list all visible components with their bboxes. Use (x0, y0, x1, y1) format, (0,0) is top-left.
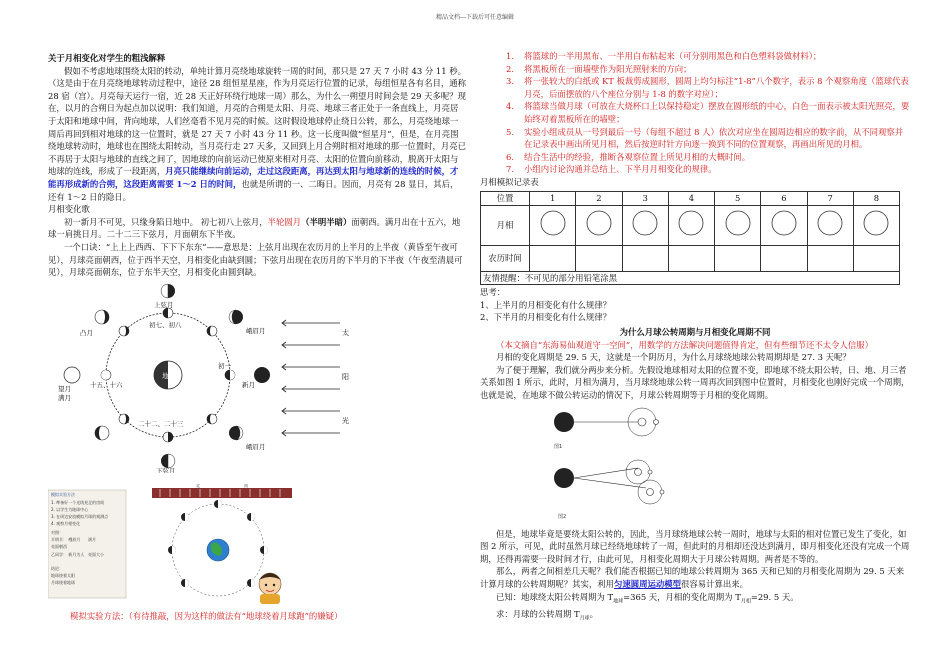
date-cell-8[interactable] (853, 245, 899, 271)
orbit-moon-8 (119, 326, 129, 336)
fig2-moon-b (660, 490, 664, 494)
fig2-caption: 图2 (558, 514, 567, 521)
explanation-part-b: 也就是所谓的一、二晦日。因而，月亮有 28 显日，其后，还有 1～2 日的隐日。 (48, 178, 459, 202)
step-2: 2. 将黑板所在一面墙壁作为阳光照射来的方向； (506, 63, 692, 74)
cartoon-child (259, 573, 281, 604)
bar-label-north: 北 (196, 484, 200, 488)
uniform-circular-motion-link[interactable]: 匀速圆周运动模型 (614, 579, 681, 590)
label-new-moon: 新月 (242, 380, 255, 389)
box-title: 模拟实验方法 (51, 492, 75, 497)
orbit-moon-4 (207, 414, 217, 424)
box-line-5: 对照： (51, 530, 63, 535)
view-waxing-gibbous (95, 310, 109, 324)
table-tip: 友情提醒：不可见的部分用铅笔涂黑 (481, 271, 900, 285)
sub-moon: 月球 (579, 615, 590, 622)
caption-label: 模拟实验方法： (70, 611, 129, 621)
position-3: 3 (622, 191, 668, 205)
orbit-moon-1 (163, 308, 173, 318)
explanation-part-a: 假如不考虑地球围绕太阳的转动，单纯计算月亮绕地球旋转一周的时间，那只是 27 天 7 小时 43 分 11 秒。（这是由于在月亮绕地球转动过程中，途径 28 组恒星星座，作为月亮运行位置的记录，每组恒星各有名目，通称 28 宿（宫）。月亮每天运行一宿，近 28 天正好环绕行地球一周）那么，为什么一朔望月时间会是 29 天多呢？现在，以月的合朔日为起点加以说明：我们知道，月亮的合朔是太阳、月亮、地球三者正处于一条直线上，月亮居于太阳和地球中间，背向地球，人们丝毫看不见月亮的时候。这时假设地球停止绕日公转，那么，月亮绕地球一周后再回到相对地球的这一位置时，就是 27 天 7 小时 43 分 11 秒。这一长度叫做“恒星月”，但是，在月亮围绕地球转动时，地球也在围绕太阳转动，当月亮行走 27 天多，又回到上月合朔时相对地球的那一位置时，月亮已不再居于太阳与地球的直线之间了，因地球的向前运动已使原来相对月亮、太阳的位置向前移动，脱离开太阳与地球的连线，形成了一段距离， (48, 65, 466, 177)
sunlight-char-1: 太 (342, 328, 349, 337)
label-first-quarter: 上弦月 (154, 300, 174, 309)
box-line-11: 结论： (51, 566, 63, 571)
fig1-sun (554, 412, 574, 432)
date-cell-4[interactable] (668, 245, 714, 271)
step-6: 6. 结合生活中的经验，推断各观察位置上所见月相的大概时间。 (506, 151, 751, 162)
song-text (48, 216, 466, 241)
position-7: 7 (807, 191, 853, 205)
caption-note: （有待推敲，因为这样的做法有“地球绕着月球跑”的嫌疑） (128, 611, 343, 621)
date-cell-2[interactable] (576, 245, 622, 271)
article-find: 求：月球的公转周期 $T_{月球}$。 (496, 608, 599, 622)
sunlight-char-3: 光 (342, 416, 349, 425)
explanation-highlight: 月亮只能继续向前运动，走过这段距离，再达到太阳与地球新的连线的时候，才能再形成新的合朔，这段距离需要 1～2 日的时间， (48, 166, 459, 189)
orbit-moon-7 (101, 370, 111, 380)
box-line-1: 1. 準备好一个光线充足的房间 (51, 500, 105, 505)
label-day-1: 初一 (218, 361, 231, 370)
phase-cell-3[interactable] (622, 205, 668, 245)
song-part-b: 面朝西。满月出在十五六，地球一肩挑日月。二十二三下弦月，月面朝东下半夜。 (48, 216, 461, 240)
rhyme-text: 一个口诀：“上上上西西、下下下东东”——意思是：上弦月出现在农历月的上半月的上半夜（黄昏至午夜可见），月球亮面朝西，位于西半天空，月相变化由缺到圆；下弦月出现在农历月的下半月的下半夜（午夜至清晨可见），月球亮面朝东，位于东半天空，月相变化由圆到缺。 (48, 241, 463, 278)
sub-earth: 地球 (613, 598, 624, 605)
label-gibbous: 凸月 (80, 328, 93, 337)
song-title: 月相变化歌 (48, 204, 90, 215)
left-title: 关于月相变化对学生的粗浅解释 (48, 53, 166, 63)
sub-phase: 月相 (740, 598, 751, 605)
position-1: 1 (530, 191, 576, 205)
simulation-caption (70, 610, 342, 622)
row-phase-label: 月相 (481, 205, 530, 245)
earth-label: 地球 (162, 371, 175, 380)
fig2-sun (554, 468, 574, 488)
fig1-moon (654, 420, 659, 425)
orbit-moon-2 (207, 326, 217, 336)
phase-cell-5[interactable] (715, 205, 761, 245)
sun-bar (152, 488, 292, 498)
moon-explanation (48, 65, 466, 204)
article-para-4 (480, 565, 910, 590)
table-title: 月相模拟记录表 (480, 176, 539, 187)
box-line-7: 满月 (88, 537, 96, 542)
article-para-3: 但是，地球毕竟是要绕太阳公转的，因此，当月球绕地球公转一周时，地球与太阳的相对位置已发生了变化，如图 2 所示，可见，此时虽然月球已经绕地球转了一周，但此时的月相却还没达到满月，即月相变化还没有完成一个周期，还得再需要一段时间才行，由此可见，月相变化周期大于月球公转周期。两者是不等的。 (480, 528, 910, 564)
song-half-moon: 半轮圆月 (267, 216, 302, 227)
label-wang-moon: 望月 (58, 384, 71, 393)
phase-cell-8[interactable] (853, 205, 899, 245)
label-crescent-top: 峨眉月 (246, 326, 266, 335)
date-cell-5[interactable] (715, 245, 761, 271)
right-column (480, 50, 910, 625)
box-line-6: 半明半： 峨眉月 (51, 537, 81, 542)
orbit-moon-6 (119, 414, 129, 424)
fig1-caption: 图1 (554, 444, 563, 451)
label-day-15-16: 十五、十六 (90, 380, 123, 389)
song-part-a: 初一新月不可见，只缘身陷日地中。 初七初八上弦月， (64, 216, 268, 227)
label-day-7-8: 初七、初八 (149, 320, 182, 329)
step-3: 3. 将一张较大的白纸或 KT 板裁剪成圆形，圆周上均匀标注“1-8”八个数字，表示 8 个观察角度（篮球代表月亮，后面摆放的八个座位分别与 1-8 的数字对应）； (506, 76, 909, 99)
article-given: 已知：地球绕太阳公转周期为 $T_{地球}=365$ 天，月相的变化周期为 $T_{月相}=29$. 5 天。 (496, 591, 799, 605)
moon-phase-diagram (50, 283, 350, 473)
position-2: 2 (576, 191, 622, 205)
position-8: 8 (853, 191, 899, 205)
box-line-8: 亮面朝西 (51, 544, 67, 549)
position-4: 4 (668, 191, 714, 205)
fig2-earth-b (647, 489, 654, 496)
sunlight-char-2: 阳 (342, 372, 349, 381)
page-header: 精品文档---下载后可任意编辑 (435, 14, 515, 21)
fig2-moon-a (648, 470, 652, 474)
para4-part-b: 很容易计算出来。 (681, 579, 748, 590)
view-crescent-top (229, 310, 243, 324)
figure-1 (550, 404, 700, 454)
simulation-illustration (48, 484, 308, 604)
box-line-9: 乙同学： 新月为人 (51, 552, 85, 557)
box-line-2: 2. 以学生为地球中心 (51, 507, 89, 512)
view-first-quarter (161, 284, 175, 298)
phase-cell-1[interactable] (530, 205, 576, 245)
position-5: 5 (715, 191, 761, 205)
song-bold: （半明半暗） (301, 216, 352, 227)
think-title: 思考： (480, 287, 506, 298)
view-full-moon (64, 367, 80, 383)
label-day-22-23: 二十二、二十三 (138, 419, 184, 428)
orbit-moon-3 (225, 370, 235, 380)
box-line-13: 月球绕着地球 (51, 580, 75, 585)
article-para-1: 月相的变化周期是 29. 5 天，这就是一个阴历月，为什么月球绕地球公转周期却是 27. 3 天呢？ (496, 352, 851, 363)
box-line-3: 3. 在周边安放模拟月球的观测点 (51, 514, 109, 519)
phase-cell-2[interactable] (576, 205, 622, 245)
row-position (481, 191, 900, 205)
box-line-4: 4. 观察月相变化 (51, 521, 81, 526)
fig2-line-a (574, 468, 638, 478)
row-date-label: 农历时间 (481, 245, 530, 271)
phase-cell-6[interactable] (761, 205, 807, 245)
orbit-moon-5 (163, 432, 173, 442)
step-4: 4. 将篮球当做月球（可放在大烧杯口上以保持稳定）摆放在圆形纸的中心，白色一面表示被太阳光照亮，要始终对着黑板所在的墙壁； (506, 101, 910, 124)
row-tip (481, 271, 900, 285)
view-crescent-bottom (229, 426, 243, 440)
article-source: （本文摘自“东海易仙观道守一空间”，用数学的方法解决问题值得肯定，但有些细节还不太令人信服） (496, 339, 874, 350)
experiment-steps (480, 50, 910, 176)
fig2-earth-a (635, 469, 642, 476)
box-line-10: 亮面大小 (88, 552, 104, 557)
article-para-2: 为了便于理解，我们就分两步来分析。先假设地球相对太阳的位置不变，即地球不绕太阳公转，日、地、月三者关系如图 1 所示，此时，月相为满月，当月球绕地球公转一周再次回到图中位置时，月相变化也刚好完成一个周期，也就是说，在地球不做公转运动的情况下，月球公转周期等于月相的变化周期。 (480, 364, 910, 400)
step-5: 5. 实验小组成员从一号到最后一号（每组不超过 8 人）依次对应坐在圆周边相应的数字前，从不同观察并在记录表中画出所见月相，然后按逆时针方向逐一换到不同的位置观察，再画出所见的月相。 (506, 126, 904, 150)
record-table (480, 191, 900, 286)
step-7: 7. 小组内讨论沟通并总结上、下半月月相变化的规律。 (506, 164, 717, 175)
date-cell-6[interactable] (761, 245, 807, 271)
row-date (481, 245, 900, 271)
step-1: 1. 将篮球的一半用黑布、一半用白布粘起来（可分别用黑色和白色塑料袋做材料）； (506, 51, 822, 61)
sunlight-arrows (282, 320, 340, 436)
bar-label-south: 南 (244, 484, 248, 488)
row-position-label: 位置 (481, 191, 530, 205)
view-last-quarter (161, 454, 175, 468)
date-cell-7[interactable] (807, 245, 853, 271)
date-cell-3[interactable] (622, 245, 668, 271)
phase-cell-4[interactable] (668, 205, 714, 245)
label-crescent-bottom: 峨眉月 (246, 442, 266, 451)
view-new-moon (254, 367, 270, 383)
box-line-12: 地球绕着太阳 (51, 573, 75, 578)
date-cell-1[interactable] (530, 245, 576, 271)
fig2-line-b (574, 478, 646, 488)
question-2: 2、下半月的月相变化有什么规律？ (480, 312, 611, 323)
figure-2 (550, 458, 700, 524)
row-phase (481, 205, 900, 245)
position-6: 6 (761, 191, 807, 205)
label-full-moon: 满月 (58, 393, 71, 402)
question-1: 1、上半月的月相变化有什么规律？ (480, 299, 611, 310)
para4-part-a: 那么，两者之间相差几天呢？我们能否根据已知的地球公转周期为 365 天和已知的月相变化周期为 29. 5 天来计算月球的公转周期呢？其实，利用 (480, 566, 905, 590)
fig1-earth (638, 418, 646, 426)
article-title: 为什么月球公转周期与月相变化周期不同 (619, 326, 771, 337)
label-last-quarter: 下弦月 (156, 466, 176, 473)
view-waning-gibbous (95, 426, 109, 440)
left-column (48, 52, 466, 476)
phase-cell-7[interactable] (807, 205, 853, 245)
